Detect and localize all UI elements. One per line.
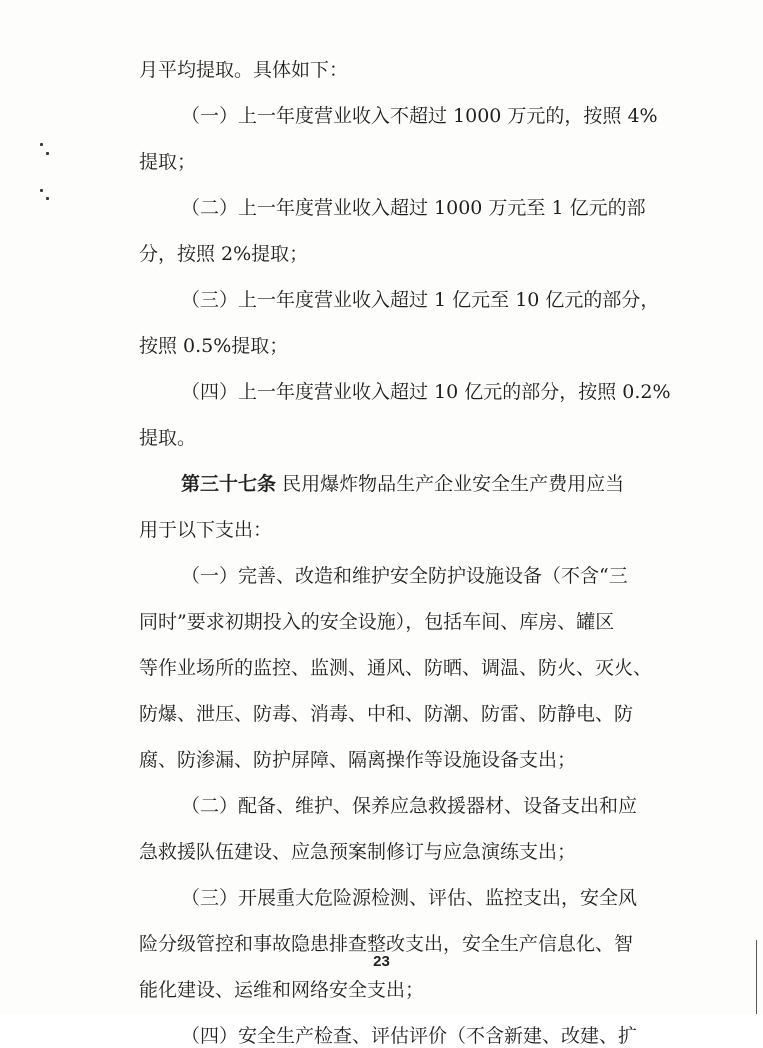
scan-speck	[46, 197, 49, 200]
article-text: 民用爆炸物品生产企业安全生产费用应当	[282, 473, 625, 495]
article-heading: 第三十七条	[181, 473, 277, 495]
text-line: 月平均提取。具体如下：	[139, 59, 349, 81]
text-line: （一）上一年度营业收入不超过 1000 万元的，按照 4%	[181, 105, 658, 127]
scan-edge-line	[756, 940, 757, 1014]
scan-speck	[40, 189, 43, 192]
text-line: 防爆、泄压、防毒、消毒、中和、防潮、防雷、防静电、防	[139, 703, 634, 725]
text-line: 险分级管控和事故隐患排查整改支出，安全生产信息化、智	[139, 933, 634, 955]
text-line: （二）上一年度营业收入超过 1000 万元至 1 亿元的部	[181, 197, 646, 219]
text-line: （三）开展重大危险源检测、评估、监控支出，安全风	[181, 887, 638, 909]
text-line: （二）配备、维护、保养应急救援器材、设备支出和应	[181, 795, 638, 817]
text-line: 分，按照 2%提取；	[139, 243, 309, 265]
text-line: 用于以下支出：	[139, 519, 273, 541]
scan-speck	[40, 143, 43, 146]
text-line: （四）安全生产检查、评估评价（不含新建、改建、扩	[181, 1025, 638, 1047]
article-line	[181, 472, 624, 496]
text-line: 同时”要求初期投入的安全设施），包括车间、库房、罐区	[139, 611, 615, 633]
page-number: 23	[373, 953, 390, 970]
text-line: 能化建设、运维和网络安全支出；	[139, 979, 425, 1001]
text-line: （四）上一年度营业收入超过 10 亿元的部分，按照 0.2%	[181, 381, 671, 403]
text-line: 提取。	[139, 427, 197, 449]
text-line: 急救援队伍建设、应急预案制修订与应急演练支出；	[139, 841, 577, 863]
text-line: 按照 0.5%提取；	[139, 335, 289, 357]
text-line: （三）上一年度营业收入超过 1 亿元至 10 亿元的部分，	[181, 289, 660, 311]
text-line: （一）完善、改造和维护安全防护设施设备（不含“三	[181, 565, 628, 587]
text-line: 腐、防渗漏、防护屏障、隔离操作等设施设备支出；	[139, 749, 577, 771]
text-line: 提取；	[139, 151, 197, 173]
scan-speck	[46, 152, 49, 155]
text-line: 等作业场所的监控、监测、通风、防晒、调温、防火、灭火、	[139, 657, 653, 679]
